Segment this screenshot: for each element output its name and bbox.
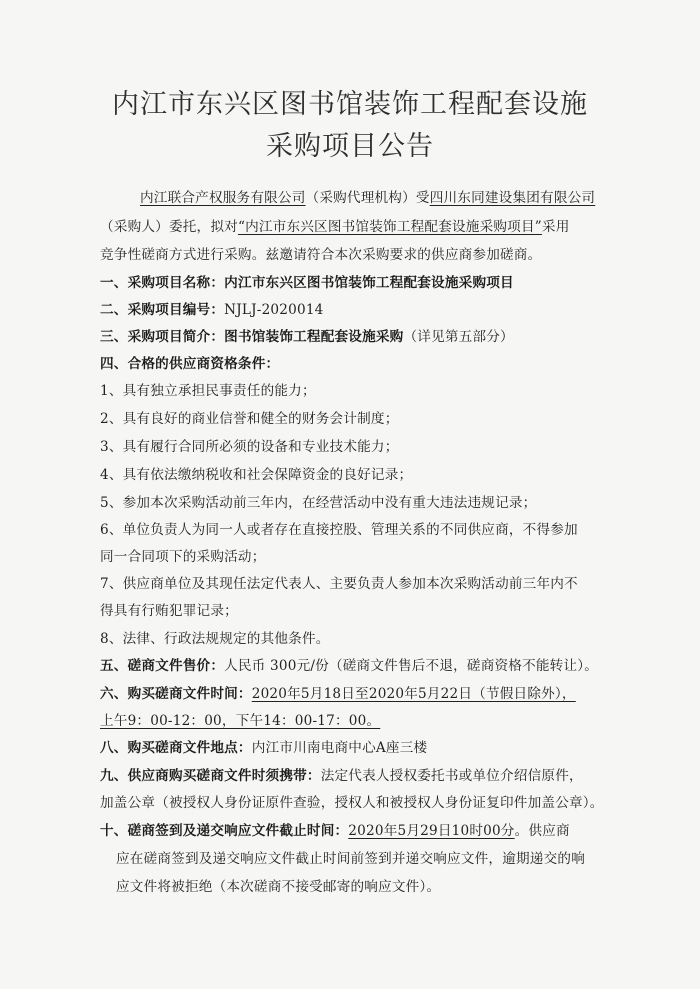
page-subtitle: 采购项目公告 — [266, 131, 434, 162]
section-required-documents — [100, 766, 583, 786]
deadline-time: 2020年5月29日10时00分 — [348, 823, 515, 839]
section-value: 图书馆装饰工程配套设施采购 — [224, 329, 404, 345]
page-title: 内江市东兴区图书馆装饰工程配套设施 — [112, 89, 588, 120]
section-deadline-cont: 应文件将被拒绝（本次磋商不接受邮寄的响应文件）。 — [116, 879, 441, 895]
section-label: 九、供应商购买磋商文件时须携带： — [100, 768, 321, 784]
section-value: 法定代表人授权委托书或单位介绍信原件， — [320, 768, 583, 784]
section-label: 二、采购项目编号： — [100, 302, 225, 318]
section-project-summary — [100, 327, 514, 347]
qualification-item: 6、单位负责人为同一人或者存在直接控股、管理关系的不同供应商，不得参加 — [100, 522, 578, 538]
section-label: 一、采购项目名称： — [100, 275, 225, 291]
section-qualifications-heading: 四、合格的供应商资格条件： — [100, 356, 280, 372]
qualification-item-cont: 得具有行贿犯罪记录； — [100, 603, 238, 619]
intro-line-3: 竞争性磋商方式进行采购。兹邀请符合本次采购要求的供应商参加磋商。 — [100, 247, 542, 263]
qualification-item: 1、具有独立承担民事责任的能力； — [100, 383, 316, 399]
intro-text: （采购人）委托，拟对 — [100, 219, 238, 235]
section-purchase-location — [100, 738, 427, 758]
section-value: 内江市川南电商中心A座三楼 — [251, 740, 428, 756]
section-note: （详见第五部分） — [403, 329, 514, 345]
section-label: 六、购买磋商文件时间： — [100, 686, 252, 702]
intro-line-1 — [140, 188, 595, 208]
section-purchase-time — [100, 684, 576, 704]
qualification-item: 7、供应商单位及其现任法定代表人、主要负责人参加本次采购活动前三年内不 — [100, 576, 578, 592]
section-project-number — [100, 300, 324, 320]
qualification-item: 5、参加本次采购活动前三年内，在经营活动中没有重大违法违规记录； — [100, 495, 537, 511]
qualification-item: 4、具有依法缴纳税收和社会保障资金的良好记录； — [100, 467, 413, 483]
intro-line-2 — [100, 217, 570, 237]
section-label: 十、磋商签到及递交响应文件截止时间： — [100, 823, 349, 839]
section-label: 三、采购项目简介： — [100, 329, 225, 345]
section-value: 。供应商 — [514, 823, 570, 839]
section-required-documents-cont: 加盖公章（被授权人身份证原件查验，授权人和被授权人身份证复印件加盖公章）。 — [100, 795, 604, 811]
intro-text: 采用 — [541, 219, 570, 235]
section-purchase-time-cont — [100, 711, 380, 731]
section-deadline-cont: 应在磋商签到及递交响应文件截止时间前签到并递交响应文件，逾期递交的响 — [116, 851, 585, 867]
section-label: 八、购买磋商文件地点： — [100, 740, 252, 756]
section-label: 五、磋商文件售价： — [100, 658, 225, 674]
section-value: 人民币 300元/份（磋商文件售后不退，磋商资格不能转让）。 — [224, 658, 599, 674]
section-project-name — [100, 273, 514, 293]
buyer-name: 四川东同建设集团有限公司 — [429, 190, 596, 206]
section-value: NJLJ-2020014 — [224, 302, 324, 318]
section-document-price — [100, 656, 598, 676]
agency-name: 内江联合产权服务有限公司 — [140, 190, 306, 206]
intro-text: （采购代理机构）受 — [305, 190, 430, 206]
project-name-quoted: “内江市东兴区图书馆装饰工程配套设施采购项目” — [237, 219, 542, 235]
qualification-item: 8、法律、行政法规规定的其他条件。 — [100, 631, 330, 647]
section-value: 上午9：00-12：00，下午14：00-17：00。 — [100, 713, 381, 729]
qualification-item-cont: 同一合同项下的采购活动； — [100, 549, 266, 565]
section-value: 内江市东兴区图书馆装饰工程配套设施采购项目 — [224, 275, 514, 291]
qualification-item: 3、具有履行合同所必须的设备和专业技术能力； — [100, 439, 399, 455]
qualification-item: 2、具有良好的商业信誉和健全的财务会计制度； — [100, 411, 399, 427]
section-value: 2020年5月18日至2020年5月22日（节假日除外）， — [251, 686, 576, 702]
section-deadline — [100, 821, 570, 841]
